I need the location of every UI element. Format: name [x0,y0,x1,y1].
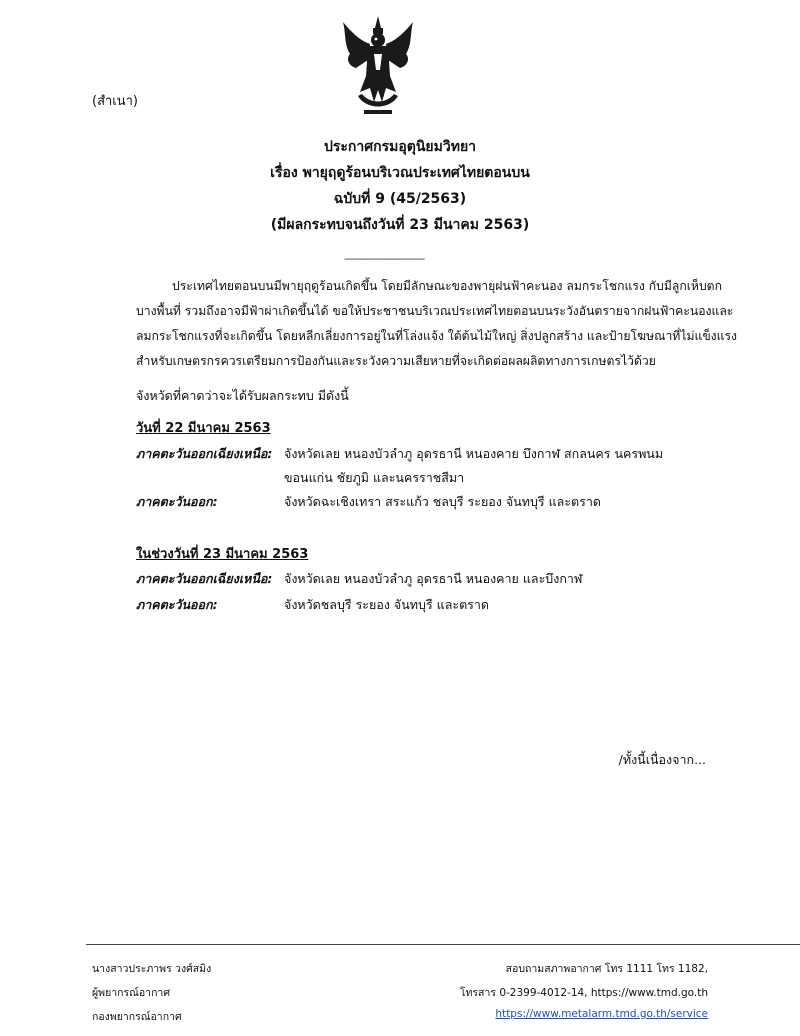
footer-service-link[interactable]: https://www.metalarm.tmd.go.th/service [495,1008,708,1020]
section-date: วันที่ 22 มีนาคม 2563 [136,421,271,436]
garuda-emblem-icon [340,14,416,118]
issue-number: ฉบับที่ 9 (45/2563) [333,191,467,207]
province-list: ขอนแก่น ชัยภูมิ และนครราชสีมา [284,470,465,485]
province-list: จังหวัดฉะเชิงเทรา สระแก้ว ชลบุรี ระยอง จันทบุรี และตราด [284,494,602,509]
page-title: ประกาศกรมอุตุนิยมวิทยา [323,139,477,155]
affected-intro: จังหวัดที่คาดว่าจะได้รับผลกระทบ มีดังนี้ [136,388,349,403]
region-label: ภาคตะวันออก: [136,597,218,612]
paragraph-line: สำหรับเกษตรกรควรเตรียมการป้องกันและระวังความเสียหายที่จะเกิดต่อผลผลิตทางการเกษตรไว้ด้วย [136,354,656,368]
province-list: จังหวัดชลบุรี ระยอง จันทบุรี และตราด [284,597,490,612]
effective-date: (มีผลกระทบจนถึงวันที่ 23 มีนาคม 2563) [270,217,530,233]
paragraph-line: ประเทศไทยตอนบนมีพายุฤดูร้อนเกิดขึ้น โดยมีลักษณะของพายุฝนฟ้าคะนอง ลมกระโชกแรง กับมีลูกเห็บตก [172,279,722,293]
province-list: จังหวัดเลย หนองบัวลำภู อุดรธานี หนองคาย บึงกาฬ สกลนคร นครพนม [284,446,664,461]
footer-fax-website: โทรสาร 0-2399-4012-14, https://www.tmd.go.th [459,987,708,999]
subject-line: เรื่อง พายุฤดูร้อนบริเวณประเทศไทยตอนบน [270,165,530,181]
region-label: ภาคตะวันออกเฉียงเหนือ: [136,446,273,461]
continuation-note: /ทั้งนี้เนื่องจาก... [618,752,706,767]
footer-author: นางสาวประภาพร วงศ์สมิง [92,963,212,975]
footer-phone: สอบถามสภาพอากาศ โทร 1111 โทร 1182, [505,963,708,975]
footer-role: ผู้พยากรณ์อากาศ [92,987,170,999]
paragraph-line: บางพื้นที่ รวมถึงอาจมีฟ้าผ่าเกิดขึ้นได้ ขอให้ประชาชนบริเวณประเทศไทยตอนบนระวังอันตรายจากฝนฟ้าคะนองและ [136,304,734,318]
divider: --------------------------- [344,252,425,265]
footer-divider [86,944,800,945]
region-label: ภาคตะวันออก: [136,494,218,509]
province-list: จังหวัดเลย หนองบัวลำภู อุดรธานี หนองคาย และบึงกาฬ [284,571,583,586]
paragraph-line: ลมกระโชกแรงที่จะเกิดขึ้น โดยหลีกเลี่ยงการอยู่ในที่โล่งแจ้ง ใต้ต้นไม้ใหญ่ สิ่งปลูกสร้าง และป้ายโฆษณาที่ไม่แข็งแรง [136,329,737,343]
copy-mark: (สำเนา) [92,94,139,109]
section-date: ในช่วงวันที่ 23 มีนาคม 2563 [136,547,309,562]
region-label: ภาคตะวันออกเฉียงเหนือ: [136,571,273,586]
footer-department: กองพยากรณ์อากาศ [92,1011,182,1023]
